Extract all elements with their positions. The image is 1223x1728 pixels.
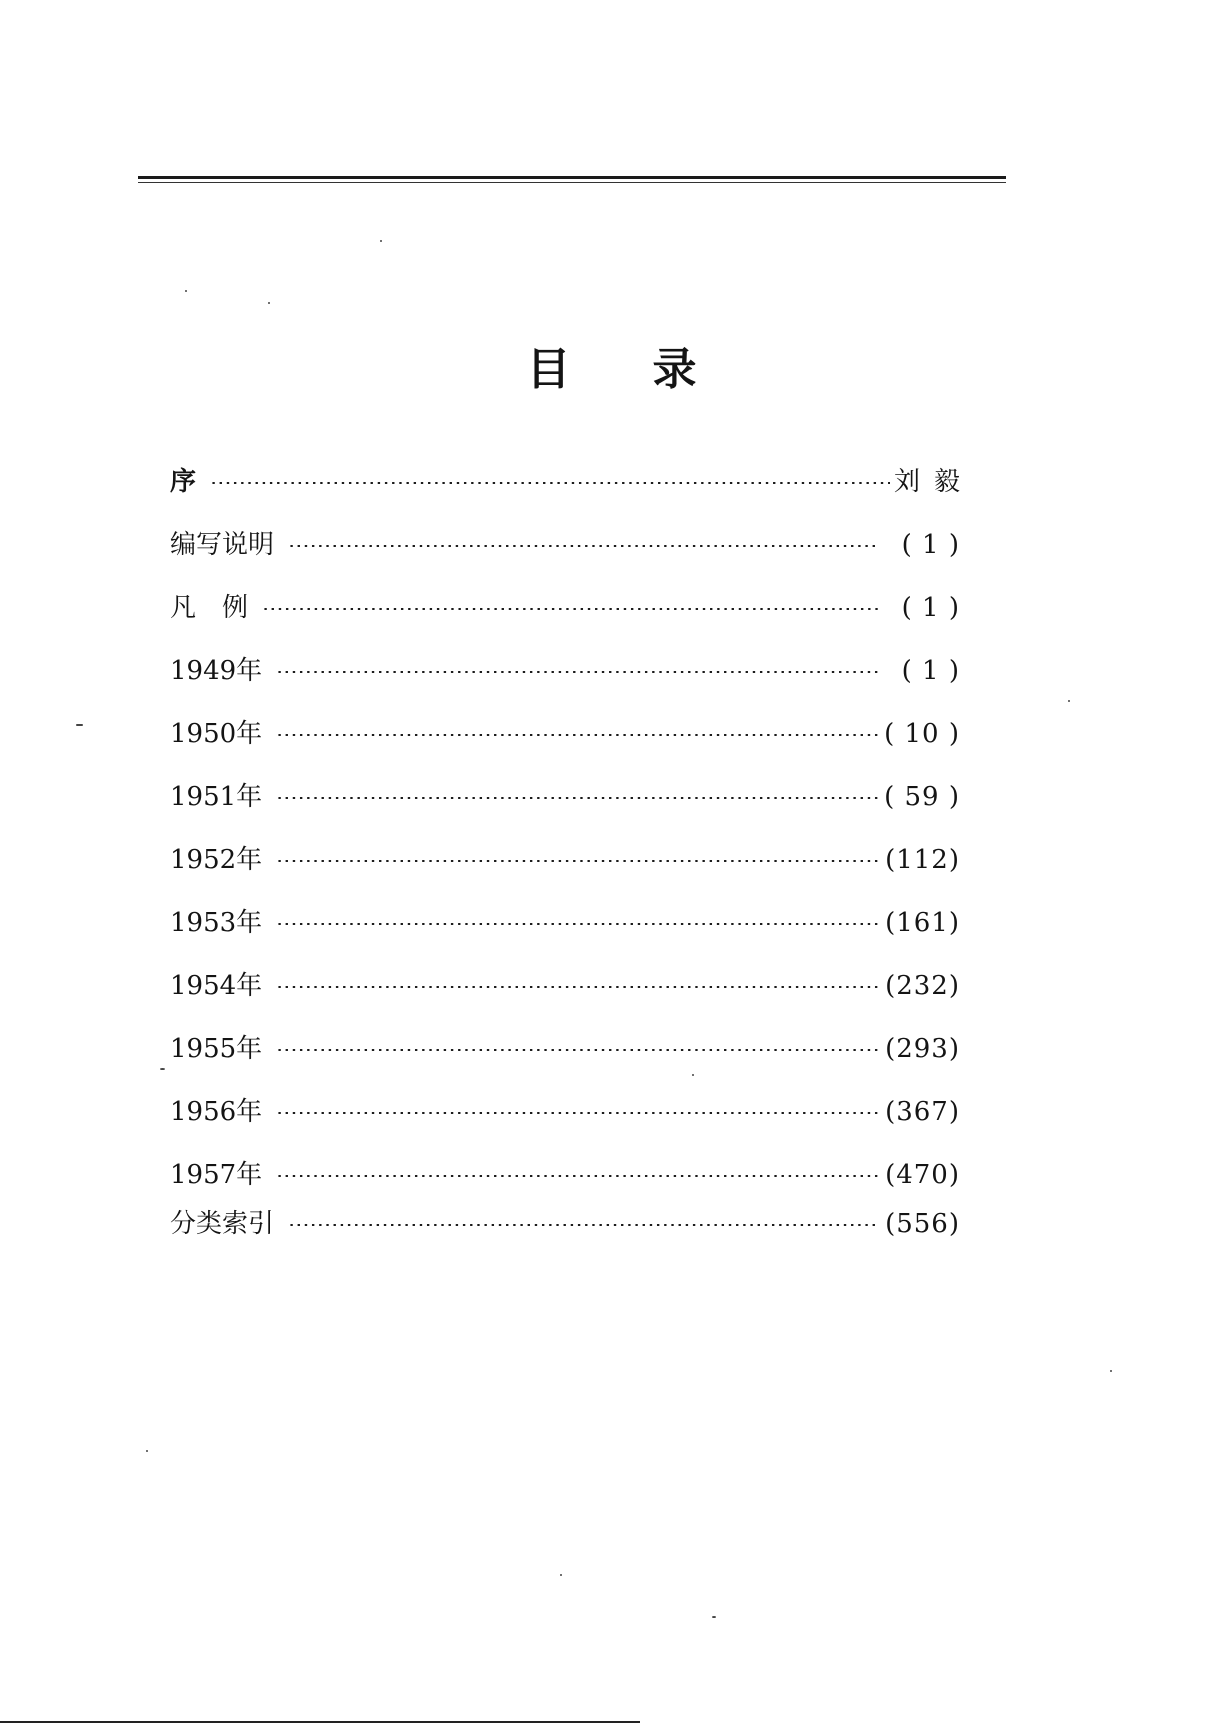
scan-speck xyxy=(560,1574,562,1576)
title-char-2: 录 xyxy=(652,344,697,395)
toc-entry-label: 编写说明 xyxy=(170,530,275,560)
toc-entry-label: 1954年 xyxy=(170,971,263,1001)
toc-entry-preface xyxy=(170,462,974,502)
dot-leader xyxy=(276,860,878,862)
toc-entry-1955 xyxy=(170,1029,960,1069)
toc-entry-1957 xyxy=(170,1155,960,1195)
toc-entry-label: 凡 例 xyxy=(170,593,249,623)
dot-leader xyxy=(276,986,878,988)
toc-entry-page: (232) xyxy=(885,971,960,1001)
toc-entry-page: (293) xyxy=(885,1034,960,1064)
toc-entry-label: 1949年 xyxy=(170,656,263,686)
scan-speck xyxy=(185,290,187,292)
toc-entry-1954 xyxy=(170,966,960,1006)
toc-entry-1953 xyxy=(170,903,960,943)
toc-entry-author: 刘毅 xyxy=(893,467,974,497)
scan-speck xyxy=(1110,1370,1112,1372)
toc-entry-label: 1952年 xyxy=(170,845,263,875)
toc-entry-label: 分类索引 xyxy=(170,1209,275,1239)
toc-entry-label: 1957年 xyxy=(170,1160,263,1190)
dot-leader xyxy=(262,608,878,610)
header-rule xyxy=(138,176,1006,179)
toc-entry-page: (556) xyxy=(885,1209,960,1239)
dot-leader xyxy=(288,545,878,547)
toc-entry-conventions xyxy=(170,588,960,628)
dot-leader xyxy=(276,1175,878,1177)
dot-leader xyxy=(210,482,890,484)
toc-entry-label: 1953年 xyxy=(170,908,263,938)
toc-entry-label: 1955年 xyxy=(170,1034,263,1064)
dot-leader xyxy=(276,1049,878,1051)
scan-speck xyxy=(380,240,382,242)
toc-entry-page: ( 10 ) xyxy=(884,719,960,749)
page-edge-line xyxy=(0,1721,640,1723)
toc-entry-1956 xyxy=(170,1092,960,1132)
toc-entry-1950 xyxy=(170,714,960,754)
toc-entry-label: 1950年 xyxy=(170,719,263,749)
scan-speck xyxy=(268,302,270,304)
toc-entry-page: (161) xyxy=(885,908,960,938)
scan-speck xyxy=(692,1074,694,1076)
title-char-1: 目 xyxy=(526,344,571,395)
toc-entry-index xyxy=(170,1204,960,1244)
scan-speck xyxy=(712,1616,716,1618)
toc-entry-page: (470) xyxy=(885,1160,960,1190)
toc-entry-label: 序 xyxy=(170,467,197,497)
toc-entry-page: ( 59 ) xyxy=(884,782,960,812)
scan-speck xyxy=(146,1450,148,1452)
dot-leader xyxy=(276,797,878,799)
dot-leader xyxy=(276,923,878,925)
toc-entry-label: 1951年 xyxy=(170,782,263,812)
dot-leader xyxy=(276,671,878,673)
header-rule-thin xyxy=(138,182,1006,183)
toc-entry-page: (112) xyxy=(885,845,960,875)
scan-speck xyxy=(1068,700,1070,702)
toc-entry-page: ( 1 ) xyxy=(901,593,960,623)
toc-entry-1951 xyxy=(170,777,960,817)
toc-entry-1949 xyxy=(170,651,960,691)
page-title xyxy=(0,344,1223,398)
scan-speck xyxy=(160,1068,165,1070)
toc-entry-label: 1956年 xyxy=(170,1097,263,1127)
toc-entry-1952 xyxy=(170,840,960,880)
toc-entry-page: (367) xyxy=(885,1097,960,1127)
scan-speck xyxy=(76,724,83,726)
dot-leader xyxy=(276,1112,878,1114)
dot-leader xyxy=(276,734,878,736)
dot-leader xyxy=(288,1224,878,1226)
toc-entry-compilation-notes xyxy=(170,525,960,565)
toc-entry-page: ( 1 ) xyxy=(901,530,960,560)
toc-entry-page: ( 1 ) xyxy=(901,656,960,686)
